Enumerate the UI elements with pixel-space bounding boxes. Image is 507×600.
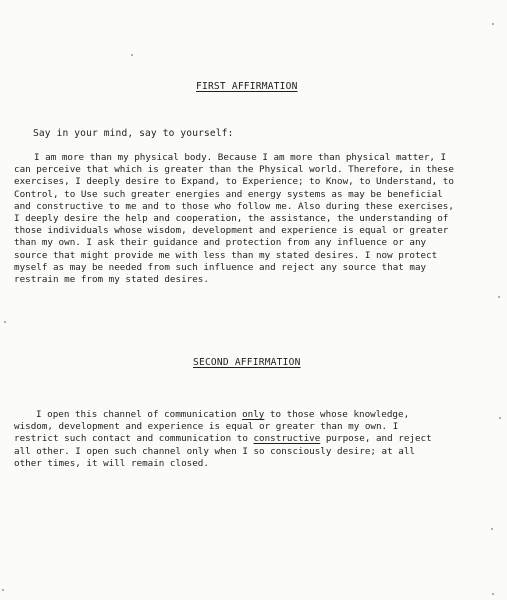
- scan-speck: [131, 54, 133, 56]
- second-affirmation-line: wisdom, development and experience is equal or greater than my own. I: [14, 421, 399, 433]
- second-affirmation-line-text: to those whose knowledge,: [264, 409, 410, 420]
- first-affirmation-line: source that might provide me with less than my stated desires. I now protect: [14, 249, 438, 261]
- first-affirmation-heading: FIRST AFFIRMATION: [196, 81, 298, 92]
- second-affirmation-heading: SECOND AFFIRMATION: [193, 357, 301, 368]
- first-affirmation-line: exercises, I deeply desire to Expand, to Experience; to Know, to Understand, to: [14, 176, 454, 188]
- scan-speck: [491, 528, 493, 530]
- scan-speck: [2, 589, 4, 591]
- second-affirmation-line-text: purpose, and reject: [320, 433, 432, 445]
- scan-speck: [492, 23, 494, 25]
- first-affirmation-line: than my own. I ask their guidance and protection from any influence or any: [14, 237, 427, 249]
- first-affirmation-line: those individuals whose wisdom, development and experience is equal or greater: [14, 225, 449, 237]
- underlined-word-only: only: [242, 409, 265, 420]
- first-affirmation-line: I deeply desire the help and cooperation, the assistance, the understanding of: [14, 213, 449, 225]
- first-affirmation-line: and constructive to me and to those who follow me. Also during these exercises,: [14, 200, 454, 212]
- second-affirmation-line: [14, 409, 502, 421]
- first-affirmation-body: [14, 152, 502, 286]
- first-affirmation-line: I am more than my physical body. Because I am more than physical matter, I: [34, 152, 447, 163]
- scan-speck: [499, 417, 501, 419]
- scan-speck: [4, 321, 6, 323]
- second-affirmation-body: [14, 409, 502, 470]
- second-affirmation-line-text: I open this channel of communication: [36, 409, 243, 420]
- scan-speck: [492, 593, 494, 595]
- second-affirmation-line: [14, 433, 502, 445]
- first-affirmation-line: myself as may be needed from such influence and reject any source that may: [14, 261, 427, 273]
- first-affirmation-line: can perceive that which is greater than the Physical world. Therefore, in these: [14, 164, 454, 176]
- scan-speck: [498, 296, 500, 298]
- first-affirmation-line: Control, to Use such greater energies and energy systems as may be beneficial: [14, 188, 443, 200]
- second-affirmation-line: all other. I open such channel only when I so consciously desire; at all: [14, 445, 415, 457]
- second-affirmation-line: other times, it will remain closed.: [14, 457, 209, 469]
- underlined-word-constructive: constructive: [253, 433, 321, 445]
- first-affirmation-line: restrain me from my stated desires.: [14, 274, 209, 286]
- first-affirmation-intro: Say in your mind, say to yourself:: [33, 128, 234, 139]
- second-affirmation-line-text: restrict such contact and communication to: [14, 433, 254, 445]
